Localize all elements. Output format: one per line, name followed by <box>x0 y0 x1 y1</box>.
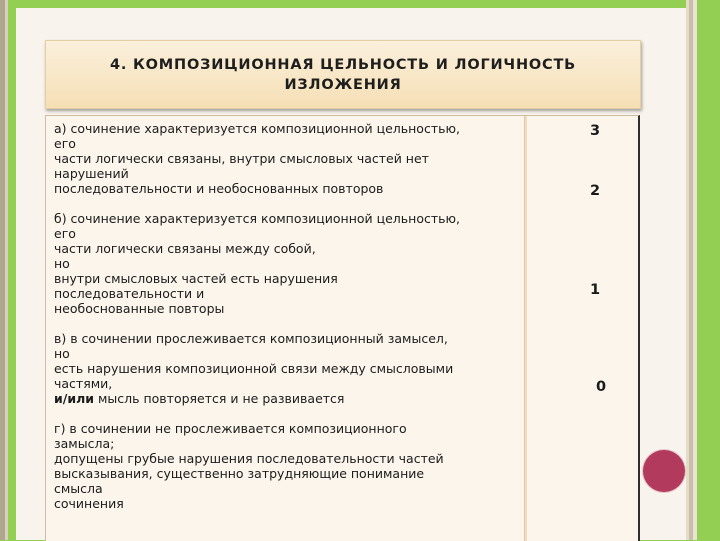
score-0: 0 <box>596 379 607 395</box>
criterion-d-line: допущены грубые нарушения последовательности частей <box>54 451 444 466</box>
criterion-c-last-line <box>54 391 519 406</box>
title-line-1: 4. КОМПОЗИЦИОННАЯ ЦЕЛЬНОСТЬ И ЛОГИЧНОСТЬ <box>109 56 576 73</box>
title-line-2: ИЗЛОЖЕНИЯ <box>284 76 402 93</box>
criteria-column <box>54 121 519 526</box>
criterion-a-line: а) сочинение характеризуется композиционной цельностью, <box>54 121 460 136</box>
criterion-d-line: г) в сочинении не прослеживается композиционного <box>54 421 407 436</box>
criterion-b-line: но <box>54 256 70 271</box>
criterion-c-line: в) в сочинении прослеживается композиционный замысел, <box>54 331 448 346</box>
criterion-a-line: последовательности и необоснованных повторов <box>54 181 384 196</box>
criterion-d-line: замысла; <box>54 436 115 451</box>
criterion-c <box>54 331 519 406</box>
criterion-b-line: части логически связаны между собой, <box>54 241 316 256</box>
criterion-b-line: внутри смысловых частей есть нарушения <box>54 271 338 286</box>
criterion-b-line: его <box>54 226 76 241</box>
criteria-table <box>45 115 640 541</box>
score-1: 1 <box>590 282 601 298</box>
criterion-b-line: необоснованные повторы <box>54 301 225 316</box>
criterion-a-line: части логически связаны, внутри смысловых частей нет <box>54 151 429 166</box>
criterion-c-line: но <box>54 346 70 361</box>
left-edge-stripe-light <box>5 0 8 540</box>
criterion-c-line: есть нарушения композиционной связи между смысловыми <box>54 361 454 376</box>
criterion-a-line: нарушений <box>54 166 129 181</box>
criterion-b <box>54 211 519 316</box>
criterion-d-line: сочинения <box>54 496 124 511</box>
criterion-d-line: смысла <box>54 481 103 496</box>
criterion-a <box>54 121 519 196</box>
criterion-d-line: высказывания, существенно затрудняющие понимание <box>54 466 425 481</box>
page-title <box>63 55 623 95</box>
right-green-strip <box>697 0 720 540</box>
and-or-bold: и/или <box>54 391 94 406</box>
criterion-d <box>54 421 519 511</box>
decorative-circle <box>643 450 685 492</box>
score-2: 2 <box>590 183 601 199</box>
criterion-a-line: его <box>54 136 76 151</box>
column-divider <box>524 116 527 541</box>
criterion-c-line-rest: мысль повторяется и не развивается <box>94 391 345 406</box>
criterion-b-line: б) сочинение характеризуется композиционной цельностью, <box>54 211 461 226</box>
title-box <box>45 40 641 109</box>
criterion-c-line: частями, <box>54 376 113 391</box>
criterion-b-line: последовательности и <box>54 286 205 301</box>
score-3: 3 <box>590 123 601 139</box>
